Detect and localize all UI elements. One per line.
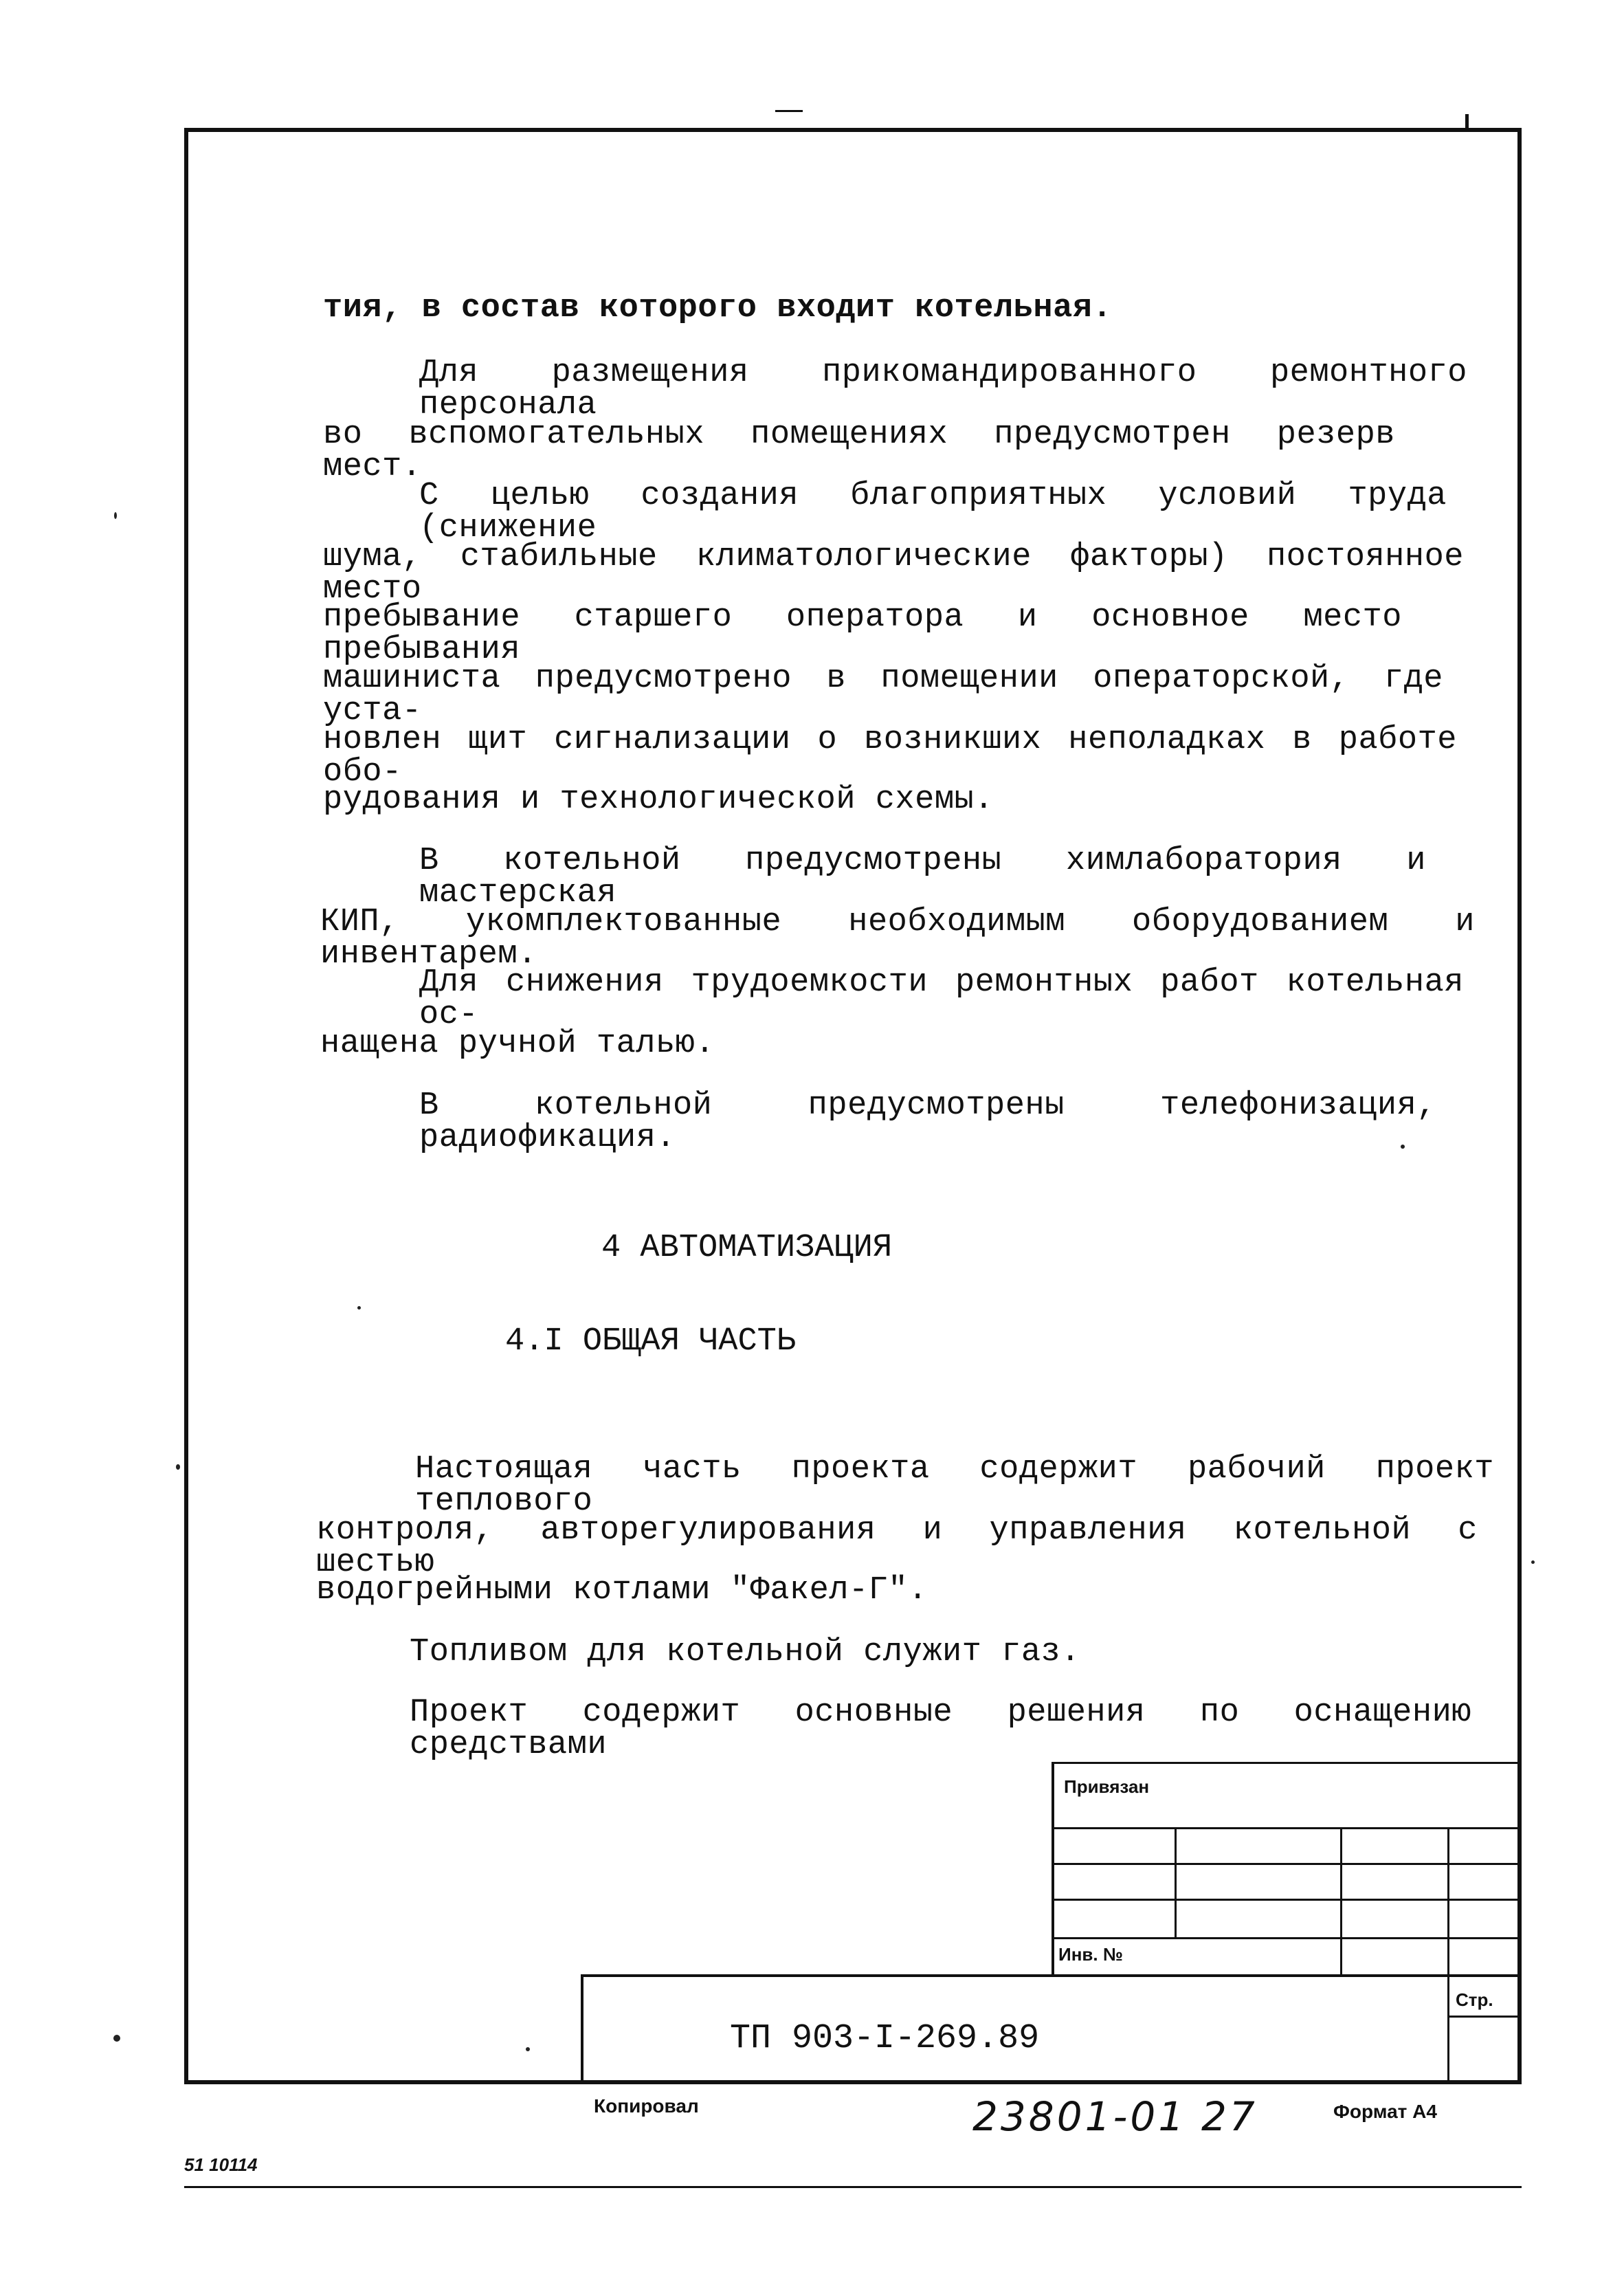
tb-row-line	[1052, 1937, 1522, 1939]
section-line-1: Настоящая часть проекта содержит рабочий проект теплового	[415, 1451, 1494, 1520]
document-code: ТП 903-I-269.89	[730, 2019, 1040, 2058]
tb-col-line	[1175, 1827, 1177, 1937]
tb-col-line	[1340, 1827, 1342, 1976]
section-line-4: Топливом для котельной служит газ.	[410, 1634, 1080, 1670]
subsection-heading: 4.I ОБЩАЯ ЧАСТЬ	[505, 1323, 797, 1360]
bottom-code: 51 10114	[184, 2154, 258, 2175]
section-line-5: Проект содержит основные решения по оснащению средствами	[410, 1695, 1471, 1763]
body-line-10: В котельной предусмотрены химлаборатория и мастерская	[419, 843, 1426, 912]
handwritten-page: 27	[1201, 2093, 1258, 2140]
body-line-1: тия, в состав которого входит котельная.	[323, 290, 1113, 327]
tb-left-border	[1052, 1762, 1054, 1976]
scan-speck	[113, 2035, 120, 2042]
body-line-13: нащена ручной талью.	[320, 1026, 715, 1062]
body-line-5: шума, стабильные климатологические факторы) постоянное место	[323, 539, 1464, 608]
body-line-12: Для снижения трудоемкости ремонтных работ котельная ос-	[419, 964, 1464, 1033]
stamp-left-border	[581, 1974, 583, 2084]
handwritten-number: 23801-01	[972, 2093, 1187, 2140]
scan-speck	[526, 2047, 530, 2051]
body-line-11: КИП, укомплектованные необходимым оборудованием и инвентарем.	[320, 904, 1475, 973]
top-dash-mark	[775, 110, 803, 112]
copied-label: Копировал	[594, 2095, 699, 2117]
page-label: Стр.	[1456, 1989, 1493, 2010]
body-line-7: машиниста предусмотрено в помещении операторской, где уста-	[323, 661, 1443, 729]
body-line-6: пребывание старшего оператора и основное место пребывания	[323, 599, 1402, 668]
body-line-4: С целью создания благоприятных условий труда (снижение	[419, 478, 1447, 547]
linked-label: Привязан	[1064, 1776, 1150, 1797]
scan-speck	[1401, 1145, 1405, 1149]
body-line-9: рудования и технологической схемы.	[323, 782, 994, 818]
body-line-14: В котельной предусмотрены телефонизация, радиофикация.	[419, 1088, 1436, 1156]
scan-speck	[176, 1464, 180, 1470]
body-line-8: новлен щит сигнализации о возникших неполадках в работе обо-	[323, 722, 1457, 791]
page-cell-divider	[1447, 2016, 1522, 2018]
tb-row-line	[1052, 1863, 1522, 1865]
scan-speck	[1531, 1560, 1535, 1564]
tb-row-line	[1052, 1899, 1522, 1901]
scan-speck	[357, 1306, 361, 1310]
section-line-3: водогрейными котлами "Факел-Г".	[316, 1572, 928, 1609]
tb-row-line	[1052, 1827, 1522, 1829]
body-line-2: Для размещения прикомандированного ремонтного персонала	[419, 355, 1467, 423]
tb-top-border	[1052, 1762, 1522, 1764]
inventory-label: Инв. №	[1058, 1944, 1123, 1965]
body-line-3: во вспомогательных помещениях предусмотрен резерв мест.	[323, 417, 1395, 485]
format-label: Формат А4	[1333, 2101, 1437, 2122]
section-line-2: контроля, авторегулирования и управления котельной с шестью	[316, 1512, 1478, 1581]
scan-speck	[114, 512, 117, 519]
top-tick-mark	[1465, 114, 1469, 129]
tb-col-line	[1447, 1827, 1449, 2084]
bottom-rule	[184, 2186, 1522, 2188]
stamp-top-border	[581, 1974, 1522, 1977]
section-heading: 4 АВТОМАТИЗАЦИЯ	[601, 1230, 893, 1266]
